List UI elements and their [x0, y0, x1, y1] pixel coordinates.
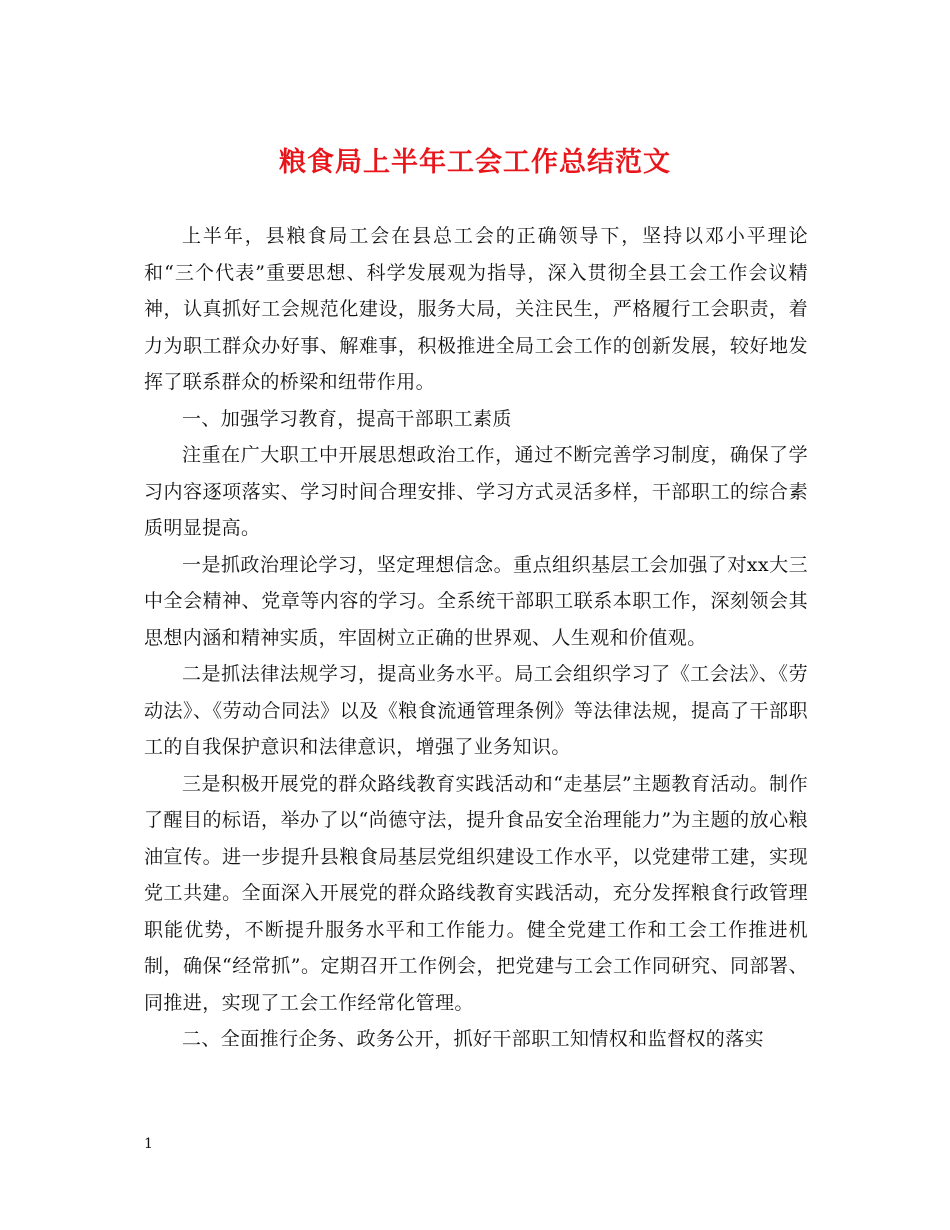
intro-paragraph: 上半年，县粮食局工会在县总工会的正确领导下，坚持以邓小平理论和“三个代表”重要思想、科学发展观为指导，深入贯彻全县工会工作会议精神，认真抓好工会规范化建设，服务大局，关注民生，严格履行工会职责，着力为职工群众办好事、解难事，积极推进全局工会工作的创新发展，较好地发挥了联系群众的桥梁和纽带作用。	[144, 225, 808, 393]
body-paragraph: 一是抓政治理论学习，坚定理想信念。重点组织基层工会加强了对xx大三中全会精神、党章等内容的学习。全系统干部职工联系本职工作，深刻领会其思想内涵和精神实质，牢固树立正确的世界观、人生观和价值观。	[144, 553, 808, 649]
section-heading-2: 二、全面推行企务、政务公开，抓好干部职工知情权和监督权的落实	[182, 1028, 765, 1050]
document-body	[144, 218, 808, 1058]
body-paragraph: 三是积极开展党的群众路线教育实践活动和“走基层”主题教育活动。制作了醒目的标语，举办了以“尚德守法，提升食品安全治理能力”为主题的放心粮油宣传。进一步提升县粮食局基层党组织建设工作水平，以党建带工建，实现党工共建。全面深入开展党的群众路线教育实践活动，充分发挥粮食行政管理职能优势，不断提升服务水平和工作能力。健全党建工作和工会工作推进机制，确保“经常抓”。定期召开工作例会，把党建与工会工作同研究、同部署、同推进，实现了工会工作经常化管理。	[144, 772, 808, 1014]
page-number: 1	[144, 1136, 153, 1152]
body-paragraph: 注重在广大职工中开展思想政治工作，通过不断完善学习制度，确保了学习内容逐项落实、学习时间合理安排、学习方式灵活多样，干部职工的综合素质明显提高。	[144, 444, 808, 539]
section-heading-1: 一、加强学习教育，提高干部职工素质	[182, 407, 512, 430]
page-title: 粮食局上半年工会工作总结范文	[279, 147, 671, 178]
body-paragraph: 二是抓法律法规学习，提高业务水平。局工会组织学习了《工会法》、《劳动法》、《劳动合同法》以及《粮食流通管理条例》等法律法规，提高了干部职工的自我保护意识和法律意识，增强了业务知识。	[144, 663, 808, 758]
